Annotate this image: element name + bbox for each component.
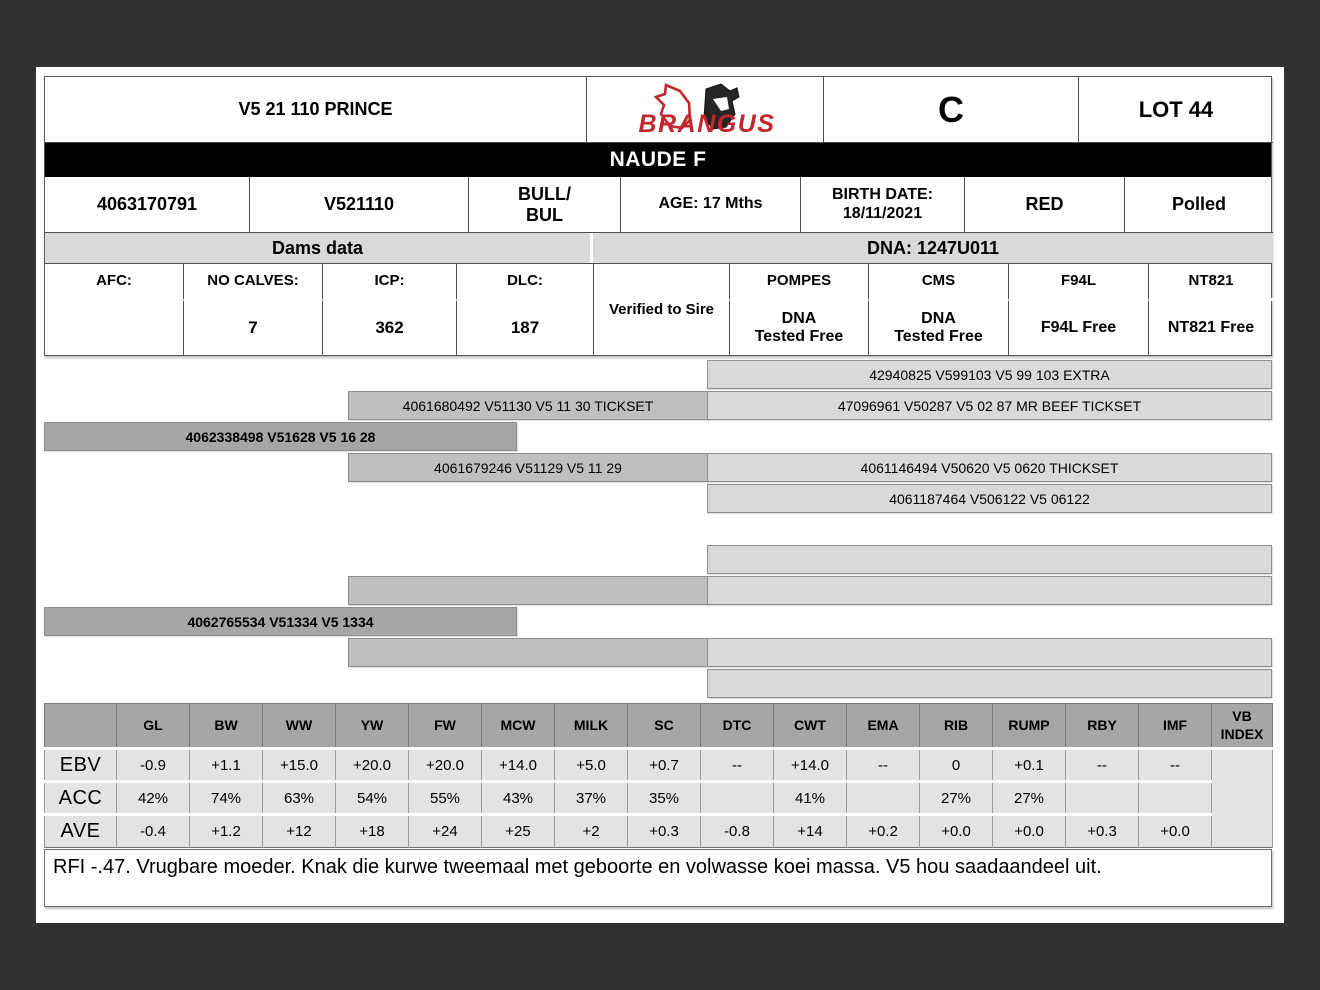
ebv-rib: 0 xyxy=(920,749,993,782)
ave-yw: +18 xyxy=(336,815,409,848)
test-pompes-label: POMPES xyxy=(729,264,868,301)
col-imf: IMF xyxy=(1139,704,1212,749)
acc-fw: 55% xyxy=(409,782,482,815)
ave-fw: +24 xyxy=(409,815,482,848)
dam-grandsire-dam-bar xyxy=(707,576,1272,605)
dlc-value: 187 xyxy=(456,301,593,355)
no-calves-value: 7 xyxy=(183,301,322,355)
acc-rump: 27% xyxy=(993,782,1066,815)
row-label-ave: AVE xyxy=(45,815,117,848)
sex-cell xyxy=(468,177,620,233)
birth-date-label: BIRTH DATE: xyxy=(831,186,934,204)
acc-ww: 63% xyxy=(263,782,336,815)
pompes-result-line2: Tested Free xyxy=(754,328,844,345)
pedigree-row xyxy=(44,607,1272,636)
pedigree-row xyxy=(44,669,1272,698)
col-vb-index: VB INDEX xyxy=(1212,704,1273,749)
dam-stats-grid xyxy=(45,263,1271,355)
col-sc: SC xyxy=(628,704,701,749)
section-letter: C xyxy=(823,77,1078,143)
age-cell: AGE: 17 Mths xyxy=(620,177,800,233)
herd-id: V521110 xyxy=(249,177,468,233)
ebv-milk: +5.0 xyxy=(555,749,628,782)
col-dtc: DTC xyxy=(701,704,774,749)
acc-rby xyxy=(1066,782,1139,815)
ave-rump: +0.0 xyxy=(993,815,1066,848)
test-nt821-label: NT821 xyxy=(1148,264,1273,301)
sire-granddam-sire-bar: 4061146494 V50620 V5 0620 THICKSET xyxy=(707,453,1272,482)
title-row xyxy=(45,77,1271,143)
pedigree-chart xyxy=(44,356,1272,703)
test-cms-result xyxy=(868,301,1008,355)
pedigree-row xyxy=(44,484,1272,513)
ave-ww: +12 xyxy=(263,815,336,848)
col-mcw: MCW xyxy=(482,704,555,749)
acc-imf xyxy=(1139,782,1212,815)
acc-bw: 74% xyxy=(190,782,263,815)
dam-bar: 4062765534 V51334 V5 1334 xyxy=(44,607,517,636)
dlc-label: DLC: xyxy=(456,264,593,301)
afc-label: AFC: xyxy=(45,264,183,301)
cms-result-line1: DNA xyxy=(921,309,956,327)
ebv-gl: -0.9 xyxy=(117,749,190,782)
ebv-ema: -- xyxy=(847,749,920,782)
pompes-result-line1: DNA xyxy=(781,309,817,327)
verified-to-sire-cell: Verified to Sire xyxy=(593,264,729,355)
ave-rib: +0.0 xyxy=(920,815,993,848)
acc-dtc xyxy=(701,782,774,815)
registration-number: 4063170791 xyxy=(45,177,249,233)
pedigree-row xyxy=(44,638,1272,667)
sire-grandsire-dam-bar: 47096961 V50287 V5 02 87 MR BEEF TICKSET xyxy=(707,391,1272,420)
sire-granddam-dam-bar: 4061187464 V506122 V5 06122 xyxy=(707,484,1272,513)
ave-milk: +2 xyxy=(555,815,628,848)
acc-row xyxy=(45,782,1273,815)
ave-rby: +0.3 xyxy=(1066,815,1139,848)
ave-row xyxy=(45,815,1273,848)
row-label-acc: ACC xyxy=(45,782,117,815)
dam-granddam-dam-bar xyxy=(707,669,1272,698)
acc-yw: 54% xyxy=(336,782,409,815)
ebv-corner-cell xyxy=(45,704,117,749)
row-label-ebv: EBV xyxy=(45,749,117,782)
colour-cell: RED xyxy=(964,177,1124,233)
acc-mcw: 43% xyxy=(482,782,555,815)
cms-result-line2: Tested Free xyxy=(894,328,983,345)
ebv-row xyxy=(45,749,1273,782)
ave-cwt: +14 xyxy=(774,815,847,848)
test-f94l-result: F94L Free xyxy=(1008,301,1148,355)
pedigree-row xyxy=(44,391,1272,420)
acc-milk: 37% xyxy=(555,782,628,815)
acc-ema xyxy=(847,782,920,815)
section-band xyxy=(45,233,1271,263)
col-ema: EMA xyxy=(847,704,920,749)
ave-sc: +0.3 xyxy=(628,815,701,848)
ebv-ww: +15.0 xyxy=(263,749,336,782)
ebv-fw: +20.0 xyxy=(409,749,482,782)
ebv-dtc: -- xyxy=(701,749,774,782)
afc-value xyxy=(45,301,183,355)
ebv-bw: +1.1 xyxy=(190,749,263,782)
col-ww: WW xyxy=(263,704,336,749)
dam-grandsire-sire-bar xyxy=(707,545,1272,574)
ebv-rump: +0.1 xyxy=(993,749,1066,782)
icp-value: 362 xyxy=(322,301,456,355)
dam-dam-bar xyxy=(348,638,708,667)
pedigree-gap xyxy=(44,515,1272,545)
pedigree-row xyxy=(44,545,1272,574)
col-rump: RUMP xyxy=(993,704,1066,749)
ave-imf: +0.0 xyxy=(1139,815,1212,848)
col-bw: BW xyxy=(190,704,263,749)
test-cms-label: CMS xyxy=(868,264,1008,301)
vb-index-value-cell xyxy=(1212,749,1273,848)
ebv-rby: -- xyxy=(1066,749,1139,782)
sire-sire-bar: 4061680492 V51130 V5 11 30 TICKSET xyxy=(348,391,708,420)
col-rby: RBY xyxy=(1066,704,1139,749)
identity-row xyxy=(45,177,1271,233)
birth-date-value: 18/11/2021 xyxy=(842,204,923,222)
dams-data-label: Dams data xyxy=(45,233,590,263)
test-pompes-result xyxy=(729,301,868,355)
lot-number: LOT 44 xyxy=(1078,77,1273,143)
col-cwt: CWT xyxy=(774,704,847,749)
dam-sire-bar xyxy=(348,576,708,605)
ebv-mcw: +14.0 xyxy=(482,749,555,782)
acc-sc: 35% xyxy=(628,782,701,815)
icp-label: ICP: xyxy=(322,264,456,301)
dam-granddam-sire-bar xyxy=(707,638,1272,667)
ave-bw: +1.2 xyxy=(190,815,263,848)
acc-rib: 27% xyxy=(920,782,993,815)
test-f94l-label: F94L xyxy=(1008,264,1148,301)
ebv-sc: +0.7 xyxy=(628,749,701,782)
sex-line1: BULL/ xyxy=(518,183,571,204)
lot-card xyxy=(44,76,1272,907)
dna-label: DNA: 1247U011 xyxy=(593,233,1273,263)
pedigree-row xyxy=(44,453,1272,482)
ave-dtc: -0.8 xyxy=(701,815,774,848)
col-milk: MILK xyxy=(555,704,628,749)
ave-gl: -0.4 xyxy=(117,815,190,848)
brangus-logo-text: BRANGUS xyxy=(638,109,776,138)
sex-line2: BUL xyxy=(526,204,563,225)
sire-bar: 4062338498 V51628 V5 16 28 xyxy=(44,422,517,451)
birth-date-cell xyxy=(800,177,964,233)
ebv-header-row xyxy=(45,704,1273,749)
ebv-yw: +20.0 xyxy=(336,749,409,782)
animal-name: V5 21 110 PRINCE xyxy=(45,77,586,143)
pedigree-row xyxy=(44,360,1272,389)
no-calves-label: NO CALVES: xyxy=(183,264,322,301)
brangus-logo-graphic xyxy=(610,81,800,139)
col-yw: YW xyxy=(336,704,409,749)
poll-status-cell: Polled xyxy=(1124,177,1273,233)
ebv-table xyxy=(44,703,1273,848)
breeder-bar: NAUDE F xyxy=(45,143,1271,177)
test-nt821-result: NT821 Free xyxy=(1148,301,1273,355)
pedigree-row xyxy=(44,576,1272,605)
col-fw: FW xyxy=(409,704,482,749)
ave-mcw: +25 xyxy=(482,815,555,848)
catalog-page xyxy=(36,67,1284,923)
col-rib: RIB xyxy=(920,704,993,749)
ebv-imf: -- xyxy=(1139,749,1212,782)
acc-gl: 42% xyxy=(117,782,190,815)
col-gl: GL xyxy=(117,704,190,749)
brangus-logo xyxy=(586,77,823,143)
ebv-cwt: +14.0 xyxy=(774,749,847,782)
ave-ema: +0.2 xyxy=(847,815,920,848)
pedigree-row xyxy=(44,422,1272,451)
acc-cwt: 41% xyxy=(774,782,847,815)
sire-dam-bar: 4061679246 V51129 V5 11 29 xyxy=(348,453,708,482)
info-block xyxy=(44,76,1272,356)
remarks-note: RFI -.47. Vrugbare moeder. Knak die kurwe tweemaal met geboorte en volwasse koei massa. V5 hou saadaandeel uit. xyxy=(44,849,1272,907)
sire-grandsire-sire-bar: 42940825 V599103 V5 99 103 EXTRA xyxy=(707,360,1272,389)
